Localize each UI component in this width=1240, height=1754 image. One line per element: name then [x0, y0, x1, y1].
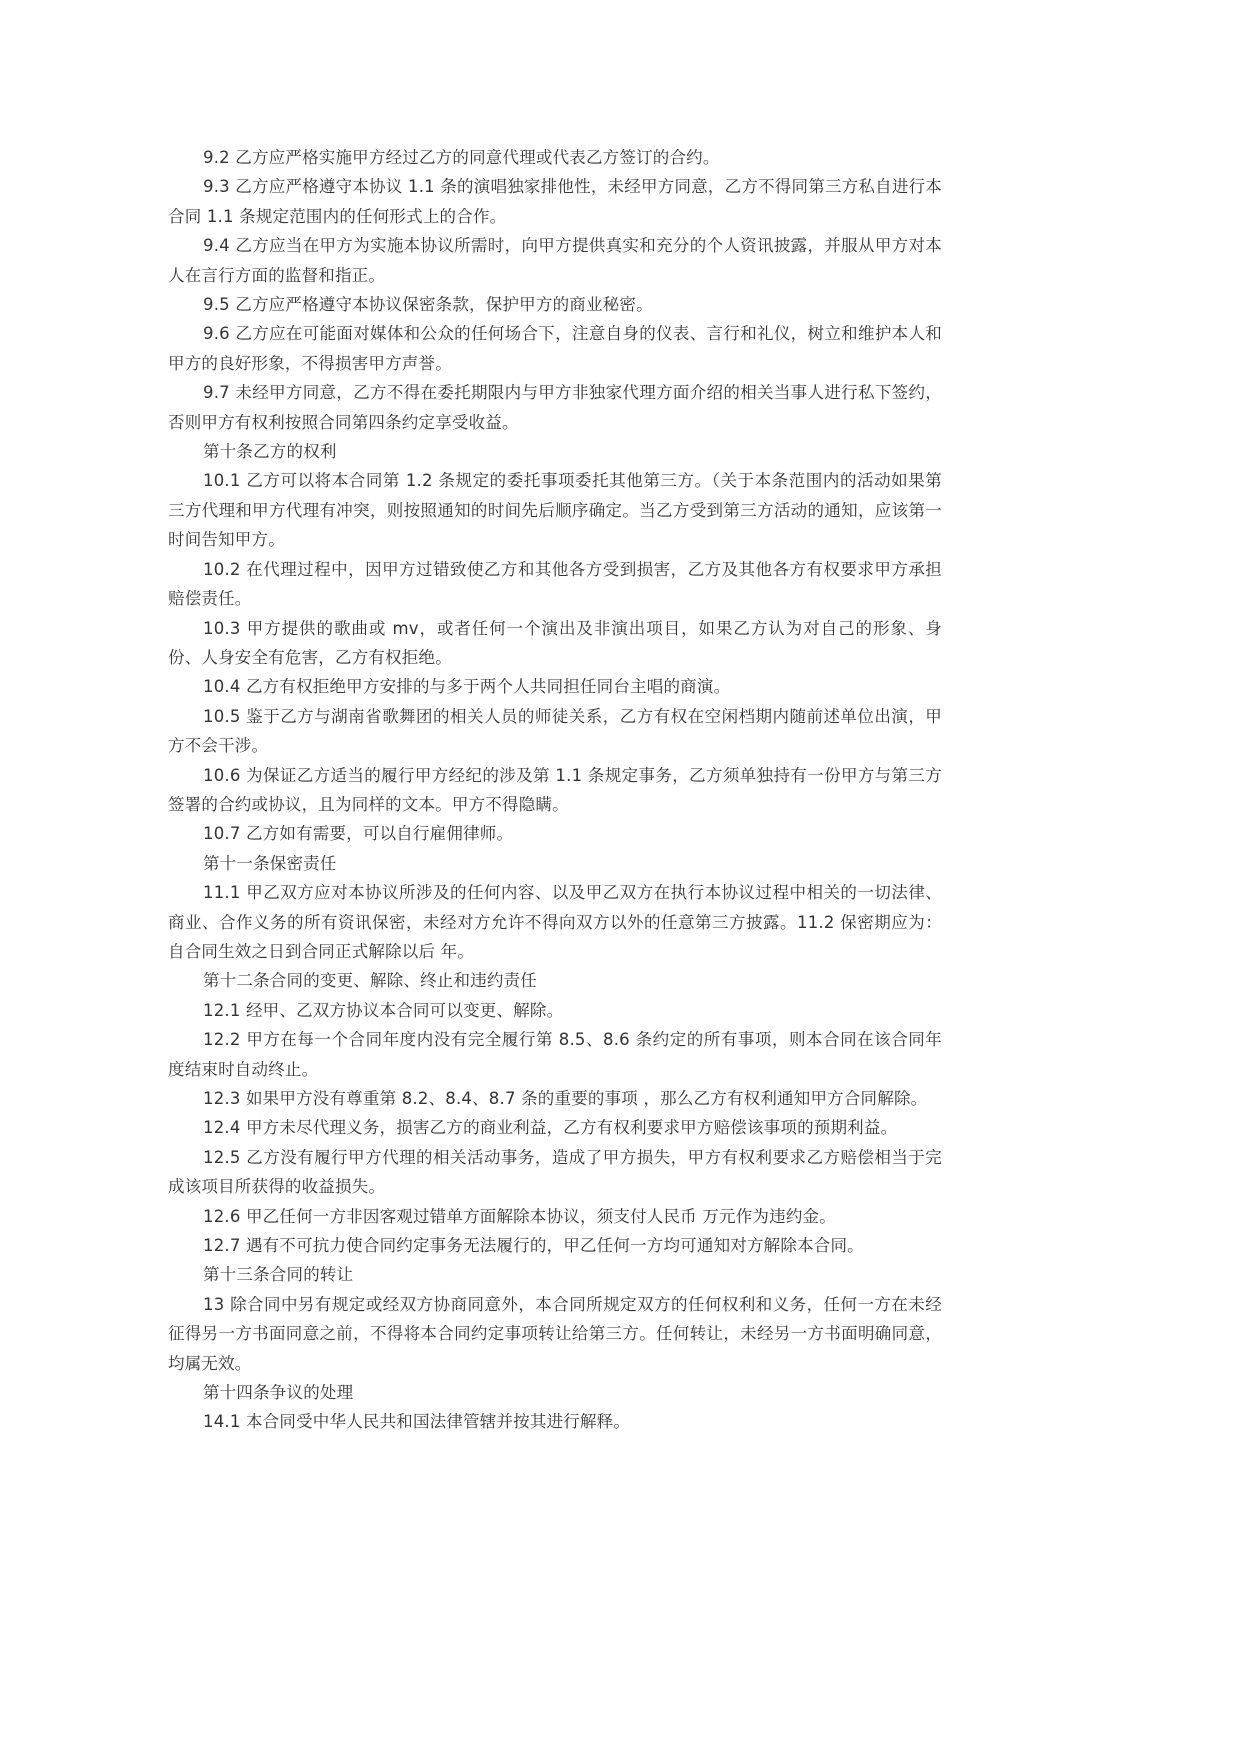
clause-10-5: 10.5 鉴于乙方与湖南省歌舞团的相关人员的师徒关系，乙方有权在空闲档期内随前述单位出演，甲方不会干涉。 — [168, 706, 942, 756]
clause-12-7: 12.7 遇有不可抗力使合同约定事务无法履行的，甲乙任何一方均可通知对方解除本合同。 — [203, 1236, 864, 1256]
clause-14-1: 14.1 本合同受中华人民共和国法律管辖并按其进行解释。 — [203, 1412, 631, 1432]
clause-9-2: 9.2 乙方应严格实施甲方经过乙方的同意代理或代表乙方签订的合约。 — [203, 148, 720, 167]
section-heading-11: 第十一条保密责任 — [203, 853, 337, 873]
section-heading-14: 第十四条争议的处理 — [203, 1383, 354, 1403]
clause-12-5: 12.5 乙方没有履行甲方代理的相关活动事务，造成了甲方损失，甲方有权利要求乙方赔偿相当于完成该项目所获得的收益损失。 — [168, 1147, 942, 1197]
clause-10-2: 10.2 在代理过程中，因甲方过错致使乙方和其他各方受到损害，乙方及其他各方有权要求甲方承担赔偿责任。 — [168, 559, 942, 609]
clause-9-4: 9.4 乙方应当在甲方为实施本协议所需时，向甲方提供真实和充分的个人资讯披露，并服从甲方对本人在言行方面的监督和指正。 — [168, 236, 942, 285]
clause-12-3: 12.3 如果甲方没有尊重第 8.2、8.4、8.7 条的重要的事项 ，那么乙方有权利通知甲方合同解除。 — [203, 1089, 928, 1108]
clause-12-1: 12.1 经甲、乙双方协议本合同可以变更、解除。 — [203, 1000, 564, 1020]
clause-9-7: 9.7 未经甲方同意，乙方不得在委托期限内与甲方非独家代理方面介绍的相关当事人进行私下签约，否则甲方有权利按照合同第四条约定享受收益。 — [168, 383, 942, 432]
clause-10-7: 10.7 乙方如有需要，可以自行雇佣律师。 — [203, 824, 514, 844]
clause-12-6: 12.6 甲乙任何一方非因客观过错单方面解除本协议，须支付人民币 万元作为违约金。 — [203, 1206, 836, 1226]
clause-13: 13 除合同中另有规定或经双方协商同意外，本合同所规定双方的任何权利和义务，任何一方在未经征得另一方书面同意之前，不得将本合同约定事项转让给第三方。任何转让，未经另一方书面明确同意，均属无效。 — [168, 1294, 942, 1373]
clause-10-1: 10.1 乙方可以将本合同第 1.2 条规定的委托事项委托其他第三方。（关于本条范围内的活动如果第三方代理和甲方代理有冲突，则按照通知的时间先后顺序确定。当乙方受到第三方活动的通知，应该第一时间告知甲方。 — [168, 471, 942, 550]
section-heading-12: 第十二条合同的变更、解除、终止和违约责任 — [203, 971, 537, 991]
clause-10-4: 10.4 乙方有权拒绝甲方安排的与多于两个人共同担任同台主唱的商演。 — [203, 677, 731, 697]
clause-10-6: 10.6 为保证乙方适当的履行甲方经纪的涉及第 1.1 条规定事务，乙方须单独持有一份甲方与第三方签署的合约或协议，且为同样的文本。甲方不得隐瞒。 — [168, 765, 942, 814]
clause-9-3: 9.3 乙方应严格遵守本协议 1.1 条的演唱独家排他性，未经甲方同意，乙方不得同第三方私自进行本合同 1.1 条规定范围内的任何形式上的合作。 — [168, 177, 942, 226]
clause-9-5: 9.5 乙方应严格遵守本协议保密条款，保护甲方的商业秘密。 — [203, 295, 653, 315]
section-heading-10: 第十条乙方的权利 — [203, 442, 337, 462]
document-page — [168, 143, 942, 1437]
clause-12-4: 12.4 甲方未尽代理义务，损害乙方的商业利益，乙方有权利要求甲方赔偿该事项的预期利益。 — [203, 1118, 898, 1138]
clause-12-2: 12.2 甲方在每一个合同年度内没有完全履行第 8.5、8.6 条约定的所有事项，则本合同在该合同年度结束时自动终止。 — [168, 1030, 942, 1079]
clause-11-1: 11.1 甲乙双方应对本协议所涉及的任何内容、以及甲乙双方在执行本协议过程中相关的一切法律、商业、合作义务的所有资讯保密，未经对方允许不得向双方以外的任意第三方披露。11.2 保密期应为：自合同生效之日到合同正式解除以后 年。 — [168, 883, 942, 961]
clause-9-6: 9.6 乙方应在可能面对媒体和公众的任何场合下，注意自身的仪表、言行和礼仪，树立和维护本人和甲方的良好形象，不得损害甲方声誉。 — [168, 324, 942, 373]
section-heading-13: 第十三条合同的转让 — [203, 1265, 354, 1285]
clause-10-3: 10.3 甲方提供的歌曲或 mv，或者任何一个演出及非演出项目，如果乙方认为对自己的形象、身份、人身安全有危害，乙方有权拒绝。 — [168, 618, 942, 667]
